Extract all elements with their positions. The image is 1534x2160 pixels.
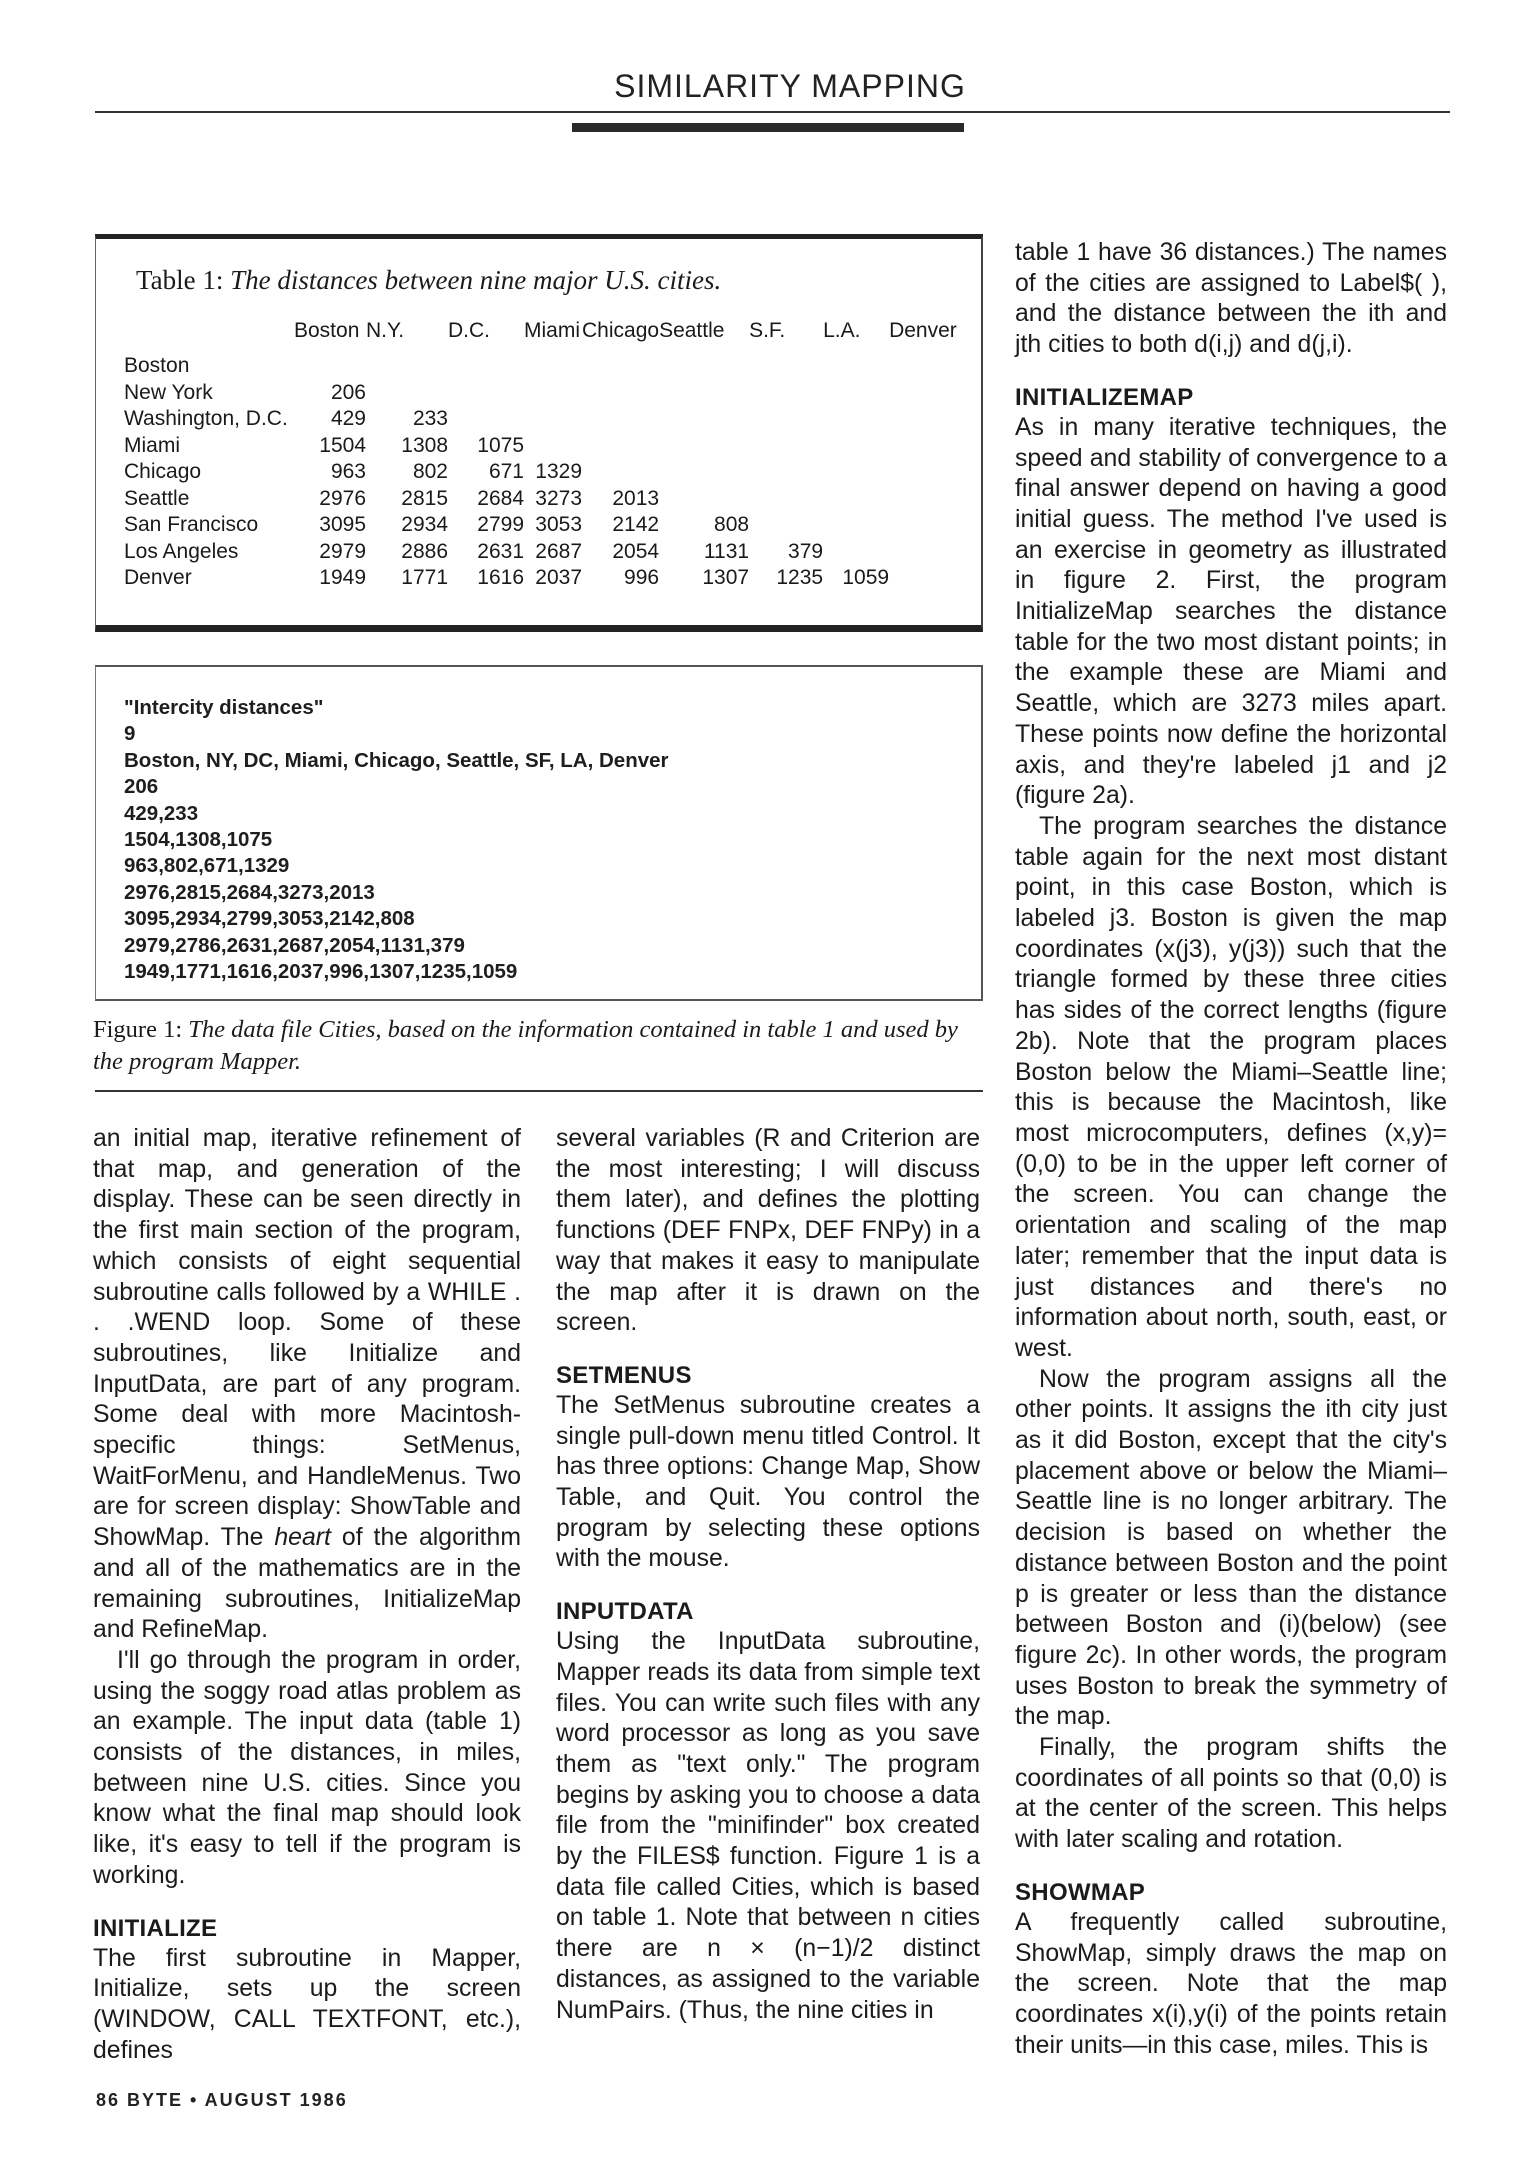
table-row xyxy=(124,380,957,407)
table-cell xyxy=(524,380,582,407)
table-cell: 2142 xyxy=(612,513,660,537)
table-cell: 1075 xyxy=(477,433,524,457)
table-cell xyxy=(823,433,889,460)
table-cell: 2886 xyxy=(401,539,448,563)
table-cell xyxy=(749,353,823,380)
table-cell: 2815 xyxy=(401,486,448,510)
paragraph: Now the program assigns all the other points. It assigns the ith city just as it did Boston, except that the city's placement above or below the Miami–Seattle line is no longer arbitrary. The decision is based on whether the distance between Boston and the point p is greater or less than the distance between Boston and (i)(below) (see figure 2c). In other words, the program uses Boston to break the symmetry of the map. xyxy=(1015,1365,1447,1731)
column-header: S.F. xyxy=(749,319,786,342)
table-cell: 2054 xyxy=(612,539,660,563)
paragraph: several variables (R and Criterion are the most interesting; I will discuss them later), and defines the plotting functions (DEF FNPx, DEF FNPy) in a way that makes it easy to manipulate the map after it is drawn on the screen. xyxy=(556,1125,980,1337)
table-cell: 802 xyxy=(412,460,448,484)
text-run: an initial map, iterative refinement of that map, and generation of the display. These can be seen directly in the first main section of the program, which consists of eight sequential subroutine calls followed by a WHILE . . .WEND loop. Some of these subroutines, like Initialize and InputData, are part of any program. Some deal with more Macintosh-specific things: SetMenus, WaitForMenu, and HandleMenus. Two are for screen display: ShowTable and ShowMap. The xyxy=(93,1125,521,1552)
table-cell xyxy=(749,406,823,433)
row-city: San Francisco xyxy=(124,513,259,537)
row-city: Boston xyxy=(124,354,190,378)
table-cell xyxy=(749,486,823,513)
column-header: Miami xyxy=(524,319,580,342)
datafile-line: "Intercity distances" xyxy=(124,696,324,719)
table-cell xyxy=(366,380,448,407)
table-cell: 233 xyxy=(412,407,448,431)
table-cell: 1504 xyxy=(319,433,366,457)
table-cell: 2976 xyxy=(319,486,366,510)
figure-rule xyxy=(95,1090,983,1092)
paragraph: The first subroutine in Mapper, Initialize, sets up the screen (WINDOW, CALL TEXTFONT, etc.), defines xyxy=(93,1944,521,2064)
table-cell xyxy=(749,459,823,486)
table-row xyxy=(124,353,957,380)
table-cell xyxy=(823,380,889,407)
table-row xyxy=(124,565,957,592)
datafile-line: 206 xyxy=(124,775,159,799)
section-heading-initializemap: INITIALIZEMAP xyxy=(1015,383,1194,411)
table-cell: 1308 xyxy=(401,433,448,457)
table-cell: 963 xyxy=(330,460,366,484)
datafile-box xyxy=(95,665,983,1001)
paragraph: A frequently called subroutine, ShowMap, simply draws the map on the screen. Note that the map coordinates x(i),y(i) of the points retain their units—in this case, miles. This is xyxy=(1015,1908,1447,2059)
table-cell: 2799 xyxy=(477,513,524,537)
datafile-line: 2976,2815,2684,3273,2013 xyxy=(124,880,375,904)
datafile-line: 9 xyxy=(124,722,136,746)
column-header: L.A. xyxy=(823,319,861,342)
table-cell xyxy=(582,380,659,407)
paragraph: The SetMenus subroutine creates a single pull-down menu titled Control. It has three options: Change Map, Show Table, and Quit. You control the program by selecting these options with the mouse. xyxy=(556,1391,980,1573)
datafile-line: Boston, NY, DC, Miami, Chicago, Seattle, SF, LA, Denver xyxy=(124,748,669,772)
table1-box xyxy=(95,234,983,632)
table-cell: 1131 xyxy=(703,539,750,563)
table1-caption-label: Table 1: xyxy=(136,265,224,295)
paragraph: table 1 have 36 distances.) The names of the cities are assigned to Label$( ), and the distance between the ith and jth cities to both d(i,j) and d(j,i). xyxy=(1015,239,1447,359)
table-cell: 1771 xyxy=(401,566,448,590)
column-a xyxy=(93,1124,521,2066)
table-header-row xyxy=(124,319,957,353)
table-cell xyxy=(294,353,366,380)
table-row xyxy=(124,433,957,460)
paragraph xyxy=(93,1124,521,1646)
table-cell xyxy=(659,433,749,460)
table-row xyxy=(124,486,957,513)
table-cell: 808 xyxy=(714,513,750,537)
table-cell: 3095 xyxy=(319,513,366,537)
table-cell: 1616 xyxy=(477,566,524,590)
table-corner xyxy=(124,319,294,353)
paragraph: Using the InputData subroutine, Mapper reads its data from simple text files. You can write such files with any word processor as long as you save them as "text only." The program begins by asking you to choose a data file from the "minifinder" box created by the FILES$ function. Figure 1 is a data file called Cities, which is based on table 1. Note that between n cities there are n × (n−1)/2 distinct distances, as assigned to the variable NumPairs. (Thus, the nine cities in xyxy=(556,1628,980,2024)
table-cell xyxy=(659,486,749,513)
row-city: Chicago xyxy=(124,460,202,484)
table-cell xyxy=(366,353,448,380)
table-cell xyxy=(448,353,524,380)
table-body xyxy=(124,353,957,592)
table-row xyxy=(124,539,957,566)
datafile-line: 963,802,671,1329 xyxy=(124,854,290,878)
table-cell: 996 xyxy=(624,566,660,590)
table-cell: 3053 xyxy=(535,513,582,537)
table-cell: 2684 xyxy=(477,486,524,510)
datafile-line: 1504,1308,1075 xyxy=(124,828,273,852)
column-c xyxy=(1015,238,1447,2061)
page-footer: 86 BYTE • AUGUST 1986 xyxy=(96,2090,348,2110)
table-cell xyxy=(823,486,889,513)
paragraph: Finally, the program shifts the coordinates of all points so that (0,0) is at the center of the screen. This helps with later scaling and rotation. xyxy=(1015,1734,1447,1854)
table-cell xyxy=(823,459,889,486)
table-cell: 1307 xyxy=(702,566,750,590)
row-city: Miami xyxy=(124,433,180,457)
table-cell: 671 xyxy=(488,460,524,484)
row-city: Los Angeles xyxy=(124,539,239,563)
datafile-line: 1949,1771,1616,2037,996,1307,1235,1059 xyxy=(124,960,518,984)
table-cell: 2037 xyxy=(535,566,582,590)
row-city: New York xyxy=(124,380,213,404)
section-heading-setmenus: SETMENUS xyxy=(556,1361,692,1389)
table-cell: 2687 xyxy=(535,539,582,563)
table-cell xyxy=(524,406,582,433)
table-cell: 2934 xyxy=(401,513,448,537)
table-cell xyxy=(448,380,524,407)
datafile-lines xyxy=(124,695,669,985)
table-cell xyxy=(659,353,749,380)
table-row xyxy=(124,512,957,539)
column-b xyxy=(556,1124,980,2026)
datafile-line: 2979,2786,2631,2687,2054,1131,379 xyxy=(124,933,465,957)
table-cell xyxy=(749,380,823,407)
paragraph: The program searches the distance table again for the next most distant point, in this case Boston, which is labeled j3. Boston is given the map coordinates (x(j3), y(j3)) such that the triangle formed by these three cities has sides of the correct lengths (figure 2b). Note that the program places Boston below the Miami–Seattle line; this is because the Macintosh, like most microcomputers, defines (x,y)=(0,0) to be in the upper left corner of the screen. You can change the orientation and scaling of the map later; remember that the input data is just distances and there's no information about north, south, east, or west. xyxy=(1015,812,1447,1362)
section-heading-showmap: SHOWMAP xyxy=(1015,1878,1146,1906)
page-header-title: SIMILARITY MAPPING xyxy=(614,68,966,104)
table-cell: 2013 xyxy=(612,486,660,510)
table-cell: 2979 xyxy=(319,539,366,563)
column-header: Chicago xyxy=(582,319,660,342)
paragraph: I'll go through the program in order, using the soggy road atlas problem as an example. The input data (table 1) consists of the distances, in miles, between nine U.S. cities. Since you know what the final map should look like, it's easy to tell if the program is working. xyxy=(93,1646,521,1889)
table-cell: 379 xyxy=(788,539,824,563)
table-cell: 1949 xyxy=(319,566,366,590)
header-bar xyxy=(572,123,964,132)
row-city: Denver xyxy=(124,566,192,590)
table-row xyxy=(124,406,957,433)
column-header: D.C. xyxy=(448,319,490,342)
header-rule xyxy=(95,111,1450,113)
table-cell xyxy=(749,433,823,460)
datafile-line: 3095,2934,2799,3053,2142,808 xyxy=(124,907,415,931)
section-heading-initialize: INITIALIZE xyxy=(93,1914,218,1942)
table-cell xyxy=(524,433,582,460)
table-cell: 3273 xyxy=(535,486,582,510)
table-cell xyxy=(823,406,889,433)
table-cell xyxy=(524,353,582,380)
table-cell xyxy=(582,459,659,486)
table-cell: 1329 xyxy=(535,460,582,484)
table-cell xyxy=(582,406,659,433)
table1-caption xyxy=(136,265,721,296)
table-cell xyxy=(659,459,749,486)
figure1-text: The data file Cities, based on the information contained in table 1 and used by the program Mapper. xyxy=(93,1016,958,1075)
table-cell: 429 xyxy=(330,407,366,431)
table-cell xyxy=(582,433,659,460)
table-cell xyxy=(823,539,889,566)
table-cell: 1235 xyxy=(776,566,824,590)
table-cell xyxy=(582,353,659,380)
table-cell xyxy=(823,512,889,539)
table-cell xyxy=(659,380,749,407)
table-cell: 2631 xyxy=(477,539,524,563)
table-cell: 206 xyxy=(330,380,366,404)
table-cell xyxy=(749,512,823,539)
table-cell xyxy=(659,406,749,433)
row-city: Seattle xyxy=(124,486,190,510)
datafile-line: 429,233 xyxy=(124,801,199,825)
figure1-caption xyxy=(93,1014,973,1078)
column-header: Seattle xyxy=(659,319,725,342)
table-cell xyxy=(448,406,524,433)
distance-table xyxy=(124,319,957,592)
row-city: Washington, D.C. xyxy=(124,407,288,431)
table-cell: 1059 xyxy=(842,566,890,590)
text-run: of the algorithm and all of the mathematics are in the remaining subroutines, InitializeMap and RefineMap. xyxy=(93,1524,521,1644)
column-header: Denver xyxy=(889,319,957,342)
column-header: Boston xyxy=(294,319,360,342)
column-header: N.Y. xyxy=(366,319,405,342)
table-cell xyxy=(823,353,889,380)
table-row xyxy=(124,459,957,486)
table1-caption-text: The distances between nine major U.S. cities. xyxy=(230,265,722,295)
figure1-label: Figure 1: xyxy=(93,1016,183,1043)
paragraph: As in many iterative techniques, the speed and stability of convergence to a final answer depend on having a good initial guess. The method I've used is an exercise in geometry as illustrated in figure 2. First, the program InitializeMap searches the distance table for the two most distant points; in the example these are Miami and Seattle, which are 3273 miles apart. These points now define the horizontal axis, and they're labeled j1 and j2 (figure 2a). xyxy=(1015,413,1447,810)
text-emphasis: heart xyxy=(274,1524,331,1552)
section-heading-inputdata: INPUTDATA xyxy=(556,1598,694,1626)
